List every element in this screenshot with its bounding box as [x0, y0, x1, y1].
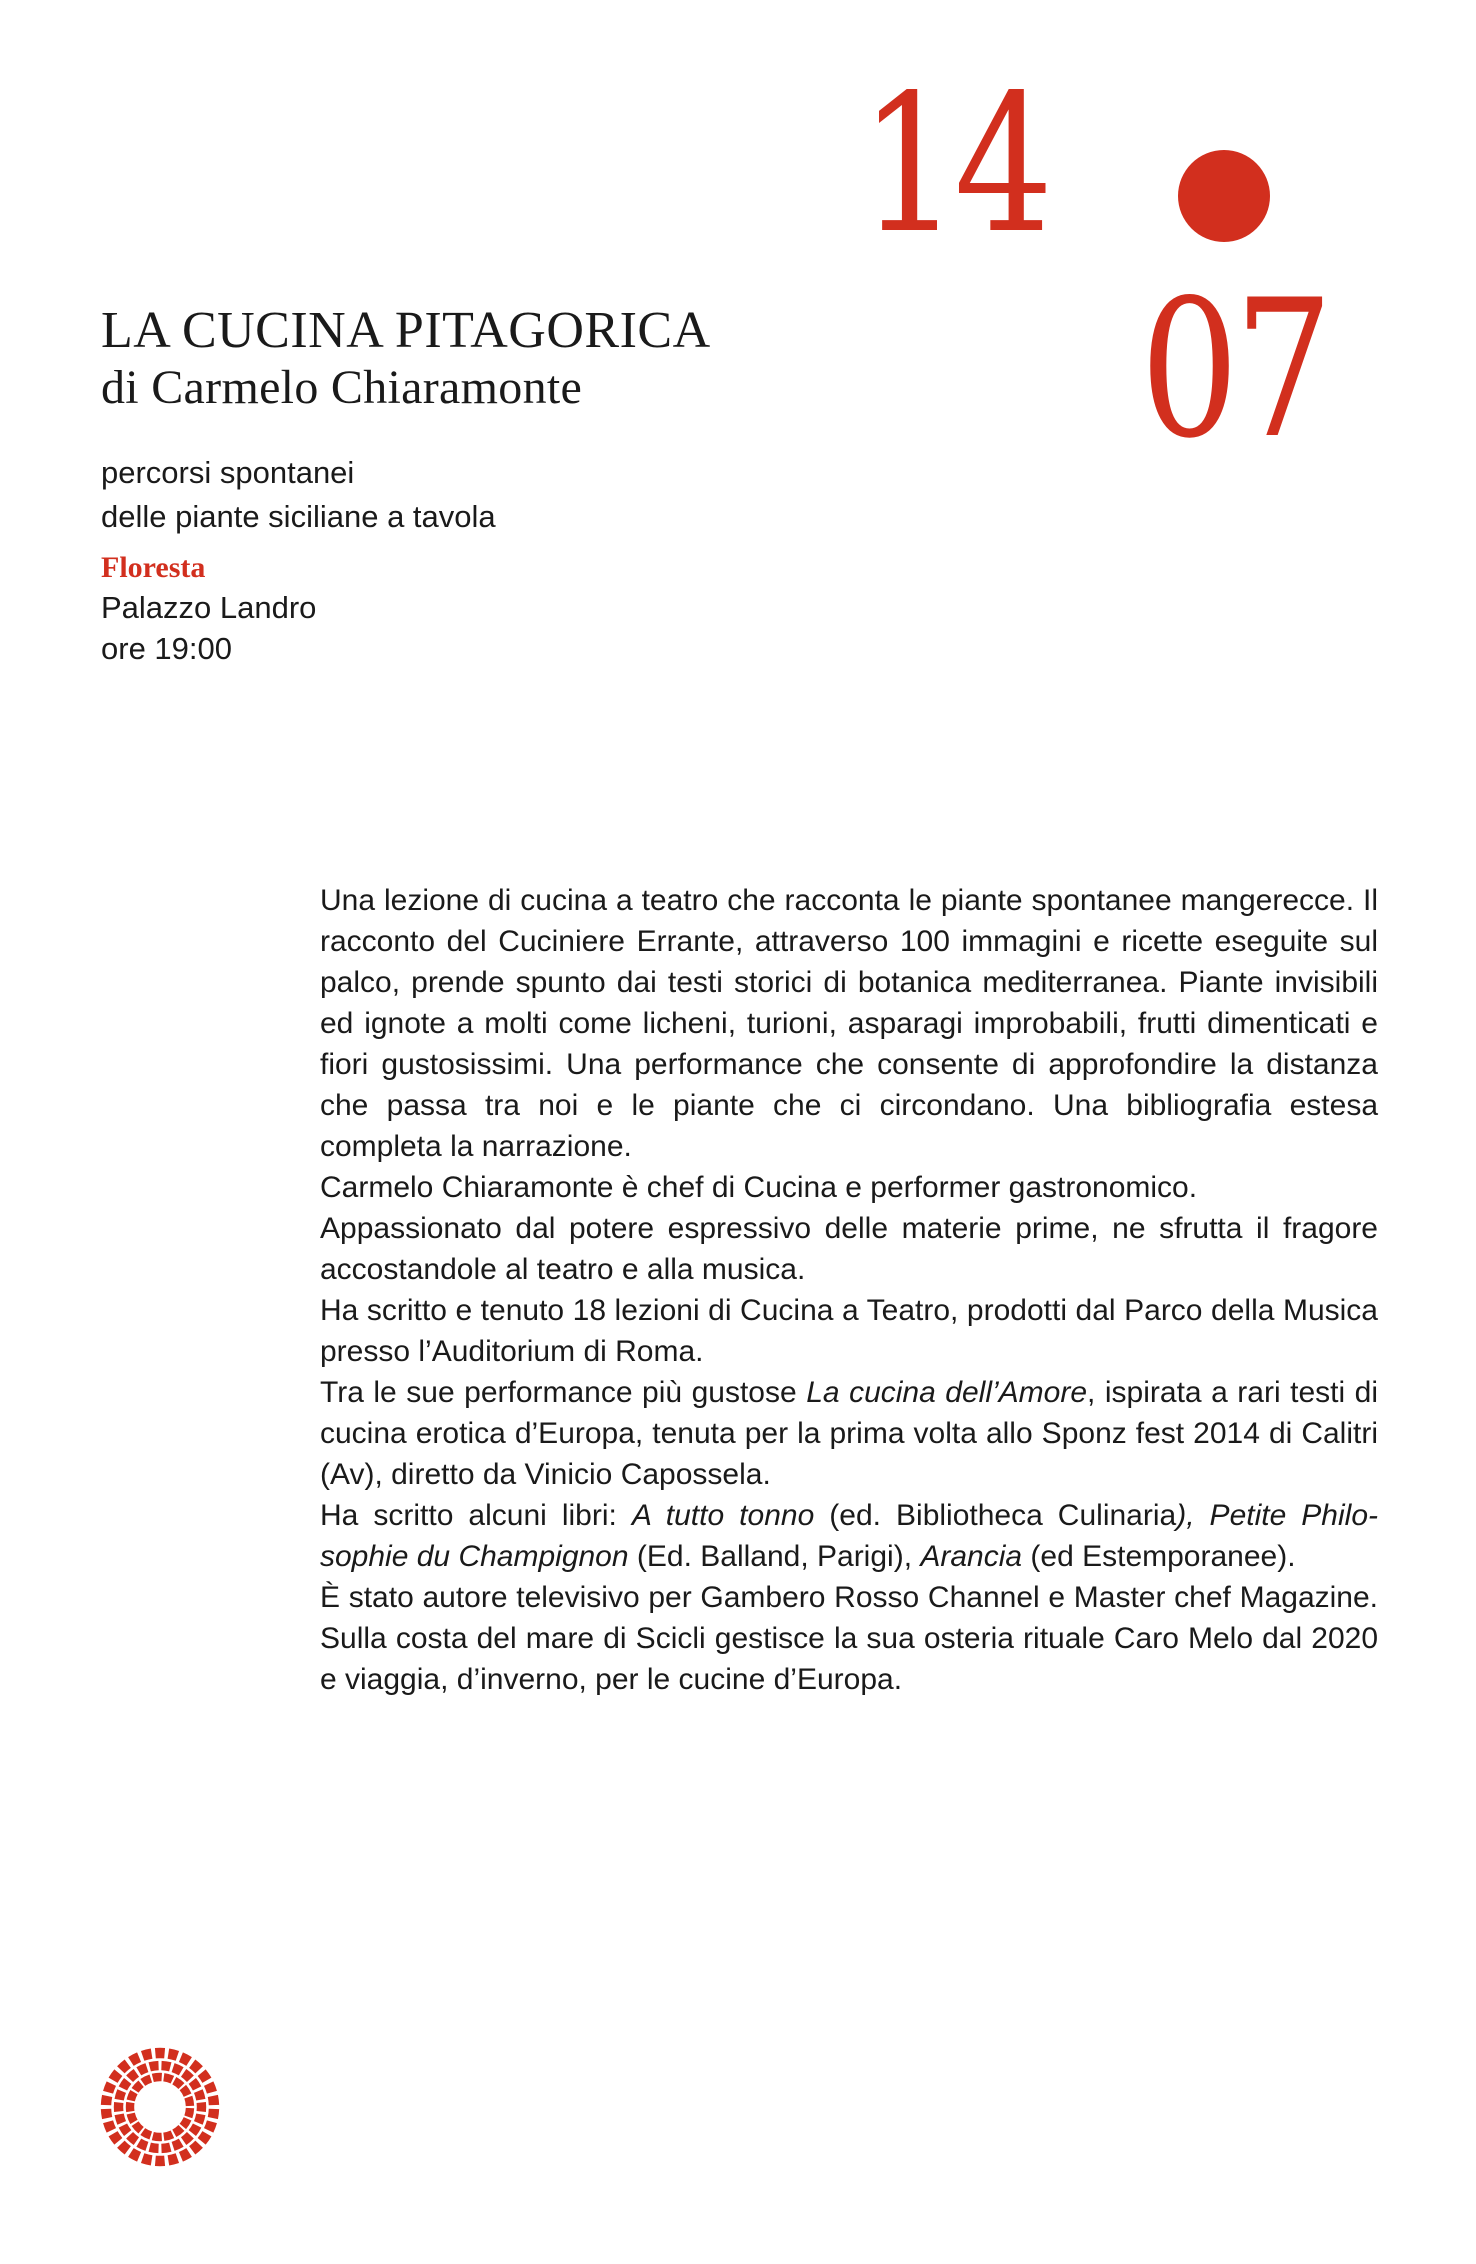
logo-brick [126, 2132, 139, 2145]
logo-brick [140, 2074, 152, 2085]
logo-brick [184, 2108, 194, 2118]
logo-brick [172, 2063, 184, 2075]
logo-brick [128, 2148, 141, 2161]
event-description [320, 880, 1378, 1700]
logo-brick [140, 2128, 152, 2139]
logo-brick [128, 2052, 141, 2065]
logo-brick [149, 2143, 159, 2154]
logo-brick [119, 2123, 132, 2136]
event-header [101, 303, 881, 669]
subtitle-line-2: delle piante siciliane a tavola [101, 499, 496, 534]
event-subtitle [101, 451, 881, 539]
book-title-3: Arancia [920, 1540, 1023, 1573]
logo-brick [198, 2069, 212, 2083]
logo-brick [163, 2130, 174, 2140]
logo-brick [115, 2089, 126, 2100]
logo-brick [109, 2069, 123, 2083]
logo-brick [126, 2069, 139, 2082]
date-day: 14 [860, 54, 1049, 275]
logo-brick [136, 2063, 148, 2075]
event-author: di Carmelo Chiaramonte [101, 361, 583, 414]
logo-brick [117, 2059, 131, 2073]
book-title-2: ), Petite Philosophie du Champignon [320, 1499, 1379, 1573]
logo-brick [161, 2143, 171, 2154]
logo-brick [194, 2089, 205, 2100]
performance-title: La cucina dell’Amore [806, 1376, 1088, 1409]
logo-brick [198, 2131, 212, 2145]
logo-brick [101, 2109, 112, 2119]
logo-brick [189, 2059, 203, 2073]
logo-brick [132, 2121, 144, 2133]
description-paragraph-5 [320, 1372, 1378, 1495]
description-paragraph-4: Ha scritto e tenuto 18 lezioni di Cucina a Teatro, prodotti dal Parco della Musica presso l’Auditorium di Roma. [320, 1294, 1378, 1368]
event-title: LA CUCINA PITAGORICA [101, 302, 711, 359]
event-venue-block [101, 587, 881, 669]
logo-brick [184, 2096, 194, 2106]
description-paragraph-6 [320, 1495, 1378, 1577]
logo-brick [114, 2102, 124, 2112]
logo-brick [180, 2117, 192, 2129]
logo-brick [161, 2061, 171, 2072]
paragraph-6-text-c: (Ed. Balland, Parigi), [628, 1540, 921, 1573]
circular-brick-logo-icon [99, 2046, 221, 2168]
logo-brick [152, 2073, 162, 2082]
logo-brick [179, 2052, 192, 2065]
logo-brick [168, 2049, 179, 2061]
paragraph-6-text-b: (ed. Bibliotheca Culinaria [814, 1499, 1177, 1532]
logo-brick [180, 2085, 192, 2097]
logo-brick [117, 2141, 131, 2155]
logo-brick [204, 2120, 217, 2132]
event-time: ore 19:00 [101, 631, 232, 666]
logo-brick [208, 2095, 219, 2105]
paragraph-5-text-a: Tra le sue performance più gustose [320, 1376, 807, 1409]
logo-brick [179, 2148, 192, 2161]
book-title-1: A tutto tonno [631, 1499, 815, 1532]
logo-brick [127, 2090, 138, 2101]
logo-brick [172, 2125, 184, 2137]
date-separator-dot [1178, 150, 1270, 242]
description-paragraph-2: Carmelo Chiaramonte è chef di Cucina e performer gastronomico. [320, 1171, 1198, 1204]
logo-brick [115, 2114, 126, 2125]
date-month: 07 [1140, 259, 1329, 480]
logo-brick [163, 2073, 174, 2083]
logo-brick [101, 2095, 112, 2105]
logo-brick [208, 2109, 219, 2119]
paragraph-5-text-b: , ispirata a rari testi di cucina erotica d’Europa, tenuta per la prima volta allo Sponz fest 2014 di Calitri (Av), diretto da Vinicio Capossela. [320, 1376, 1379, 1491]
logo-brick [141, 2049, 152, 2061]
event-venue: Palazzo Landro [101, 590, 317, 625]
logo-brick [168, 2153, 179, 2165]
logo-brick [189, 2123, 202, 2136]
paragraph-6-text-a: Ha scritto alcuni libri: [320, 1499, 632, 1532]
logo-brick [172, 2139, 184, 2151]
description-paragraph-1: Una lezione di cucina a teatro che racconta le piante spontanee mangerecce. Il racconto del Cuciniere Errante, attraverso 100 immagini e ricette eseguite sul palco, prende spunto dai testi storici di botanica mediterranea. Piante invisibili ed ignote a molti come licheni, turioni, asparagi improbabili, frutti dimenticati e fiori gustosissimi. Una performance che consente di approfondire la distanza che passa tra noi e le piante che ci circondano. Una bibliografia estesa completa la narrazione. [320, 884, 1378, 1163]
logo-brick [149, 2061, 159, 2072]
logo-brick [204, 2081, 217, 2093]
logo-brick [141, 2153, 152, 2165]
logo-brick [103, 2120, 116, 2132]
logo-brick [155, 2048, 165, 2059]
subtitle-line-1: percorsi spontanei [101, 455, 355, 490]
logo-brick [126, 2102, 135, 2112]
event-date [860, 54, 1400, 480]
logo-brick [155, 2156, 165, 2167]
event-town: Floresta [101, 551, 206, 584]
logo-brick [103, 2081, 116, 2093]
paragraph-6-text-d: (ed Estemporanee). [1022, 1540, 1296, 1573]
logo-brick [181, 2132, 194, 2145]
logo-graphic [99, 2046, 221, 2168]
logo-brick [189, 2078, 202, 2091]
description-paragraph-3: Appassionato dal potere espressivo delle materie prime, ne sfrutta il fragore accostandole al teatro e alla musica. [320, 1212, 1378, 1286]
logo-brick [194, 2114, 205, 2125]
logo-brick [109, 2131, 123, 2145]
logo-brick [119, 2078, 132, 2091]
logo-brick [172, 2077, 184, 2089]
logo-brick [197, 2102, 207, 2112]
logo-brick [132, 2080, 144, 2092]
logo-brick [127, 2113, 138, 2124]
logo-brick [152, 2132, 162, 2141]
logo-brick [181, 2069, 194, 2082]
description-paragraph-7: È stato autore televisivo per Gambero Rosso Channel e Master chef Magazine. Sulla costa del mare di Scicli gestisce la sua osteria rituale Caro Melo dal 2020 e viaggia, d’inverno, per le cucine d’Europa. [320, 1581, 1378, 1696]
logo-brick [189, 2141, 203, 2155]
logo-brick [136, 2139, 148, 2151]
